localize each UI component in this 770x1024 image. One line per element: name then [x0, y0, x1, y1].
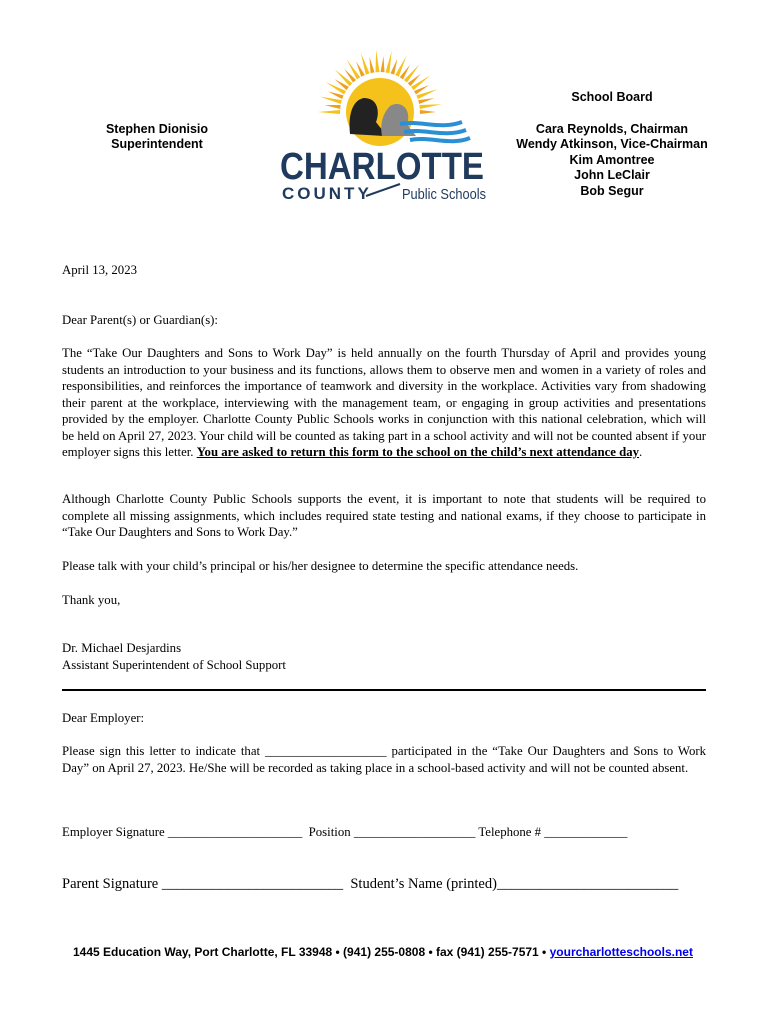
board-member: Kim Amontree — [569, 152, 655, 167]
website-link[interactable]: yourcharlotteschools.net — [549, 945, 693, 959]
sun-ray — [386, 51, 392, 73]
sun-ray — [375, 50, 379, 72]
section-divider — [62, 689, 706, 691]
board-member: Bob Segur — [580, 183, 644, 198]
sun-ray — [335, 70, 352, 87]
superintendent-title: Superintendent — [111, 137, 203, 151]
sun-ray — [418, 98, 434, 104]
svg-text:COUNTY: COUNTY — [282, 184, 372, 203]
board-member: Cara Reynolds, Chairman — [535, 121, 689, 136]
svg-text:Public Schools: Public Schools — [402, 186, 486, 203]
superintendent-block — [62, 122, 252, 152]
signer-title: Assistant Superintendent of School Support — [62, 658, 286, 672]
sun-ray — [318, 110, 340, 114]
signer-name: Dr. Michael Desjardins — [62, 641, 182, 655]
letter-paragraph-2: Although Charlotte County Public Schools supports the event, it is important to note that students will be required to complete all missing assignments, which includes required state testing and national exams, if they choose to participate in “Take Our Daughters and Sons to Work Day.” — [62, 492, 706, 539]
letter-closing: Thank you, — [62, 593, 121, 607]
employer-salutation: Dear Employer: — [62, 711, 145, 725]
employer-signature-line[interactable]: Employer Signature _____________________ Position ___________________ Telephone # _____________ — [62, 825, 628, 839]
letter-paragraph-1 — [62, 345, 706, 461]
school-board-block — [508, 90, 716, 199]
sun-ray — [411, 76, 430, 91]
sun-ray — [390, 59, 397, 75]
district-logo — [280, 48, 490, 208]
sun-ray — [320, 97, 342, 104]
sun-ray — [370, 57, 375, 73]
superintendent-name: Stephen Dionisio — [105, 122, 209, 136]
sun-ray — [420, 110, 436, 114]
footer-address — [30, 945, 736, 959]
letter-date: April 13, 2023 — [62, 263, 138, 277]
sun-ray — [381, 56, 385, 72]
sun-ray — [404, 64, 420, 82]
sun-logo-icon — [280, 48, 490, 208]
footer-text: 1445 Education Way, Port Charlotte, FL 33948 • (941) 255-0808 • fax (941) 255-7571 • — [73, 945, 550, 959]
return-form-notice: You are asked to return this form to the school on the child’s next attendance day — [196, 445, 640, 459]
svg-text:CHARLOTTE: CHARLOTTE — [280, 146, 484, 188]
sun-ray — [347, 60, 361, 80]
board-member: John LeClair — [574, 168, 650, 182]
paragraph-1-end: . — [639, 445, 643, 459]
employer-paragraph: Please sign this letter to indicate that ___________________ participated in the “Take Our Daughters and Sons to Work Day” on April 27, 2023. He/She will be recorded as taking place in a school-based activity and will not be counted absent. — [62, 744, 706, 775]
parent-signature-line[interactable]: Parent Signature _________________________ Student’s Name (printed)_________________________ — [62, 876, 679, 892]
letter-paragraph-3: Please talk with your child’s principal or his/her designee to determine the specific attendance needs. — [62, 559, 579, 573]
letter-salutation: Dear Parent(s) or Guardian(s): — [62, 313, 218, 327]
sun-ray — [324, 105, 340, 109]
board-member: Wendy Atkinson, Vice-Chairman — [516, 137, 708, 151]
board-title: School Board — [571, 90, 653, 104]
paragraph-1-text: The “Take Our Daughters and Sons to Work Day” is held annually on the fourth Thursday of April and provides young students an introduction to your business and its functions, allows them to observe men and women in a variety of roles and responsibilities, and reinforces the importance of teamwork and diversity in the workplace. Activities vary from shadowing their parent at the workplace, interviewing with the management team, or engaging in group activities and presentations provided by the employer. Charlotte County Public Schools works in conjunction with this national celebration, which will be held on April 27, 2023. Your child will be counted as taking part in a school activity and will not be counted absent if your employer signs this letter. — [62, 346, 706, 459]
sun-ray — [419, 104, 441, 109]
